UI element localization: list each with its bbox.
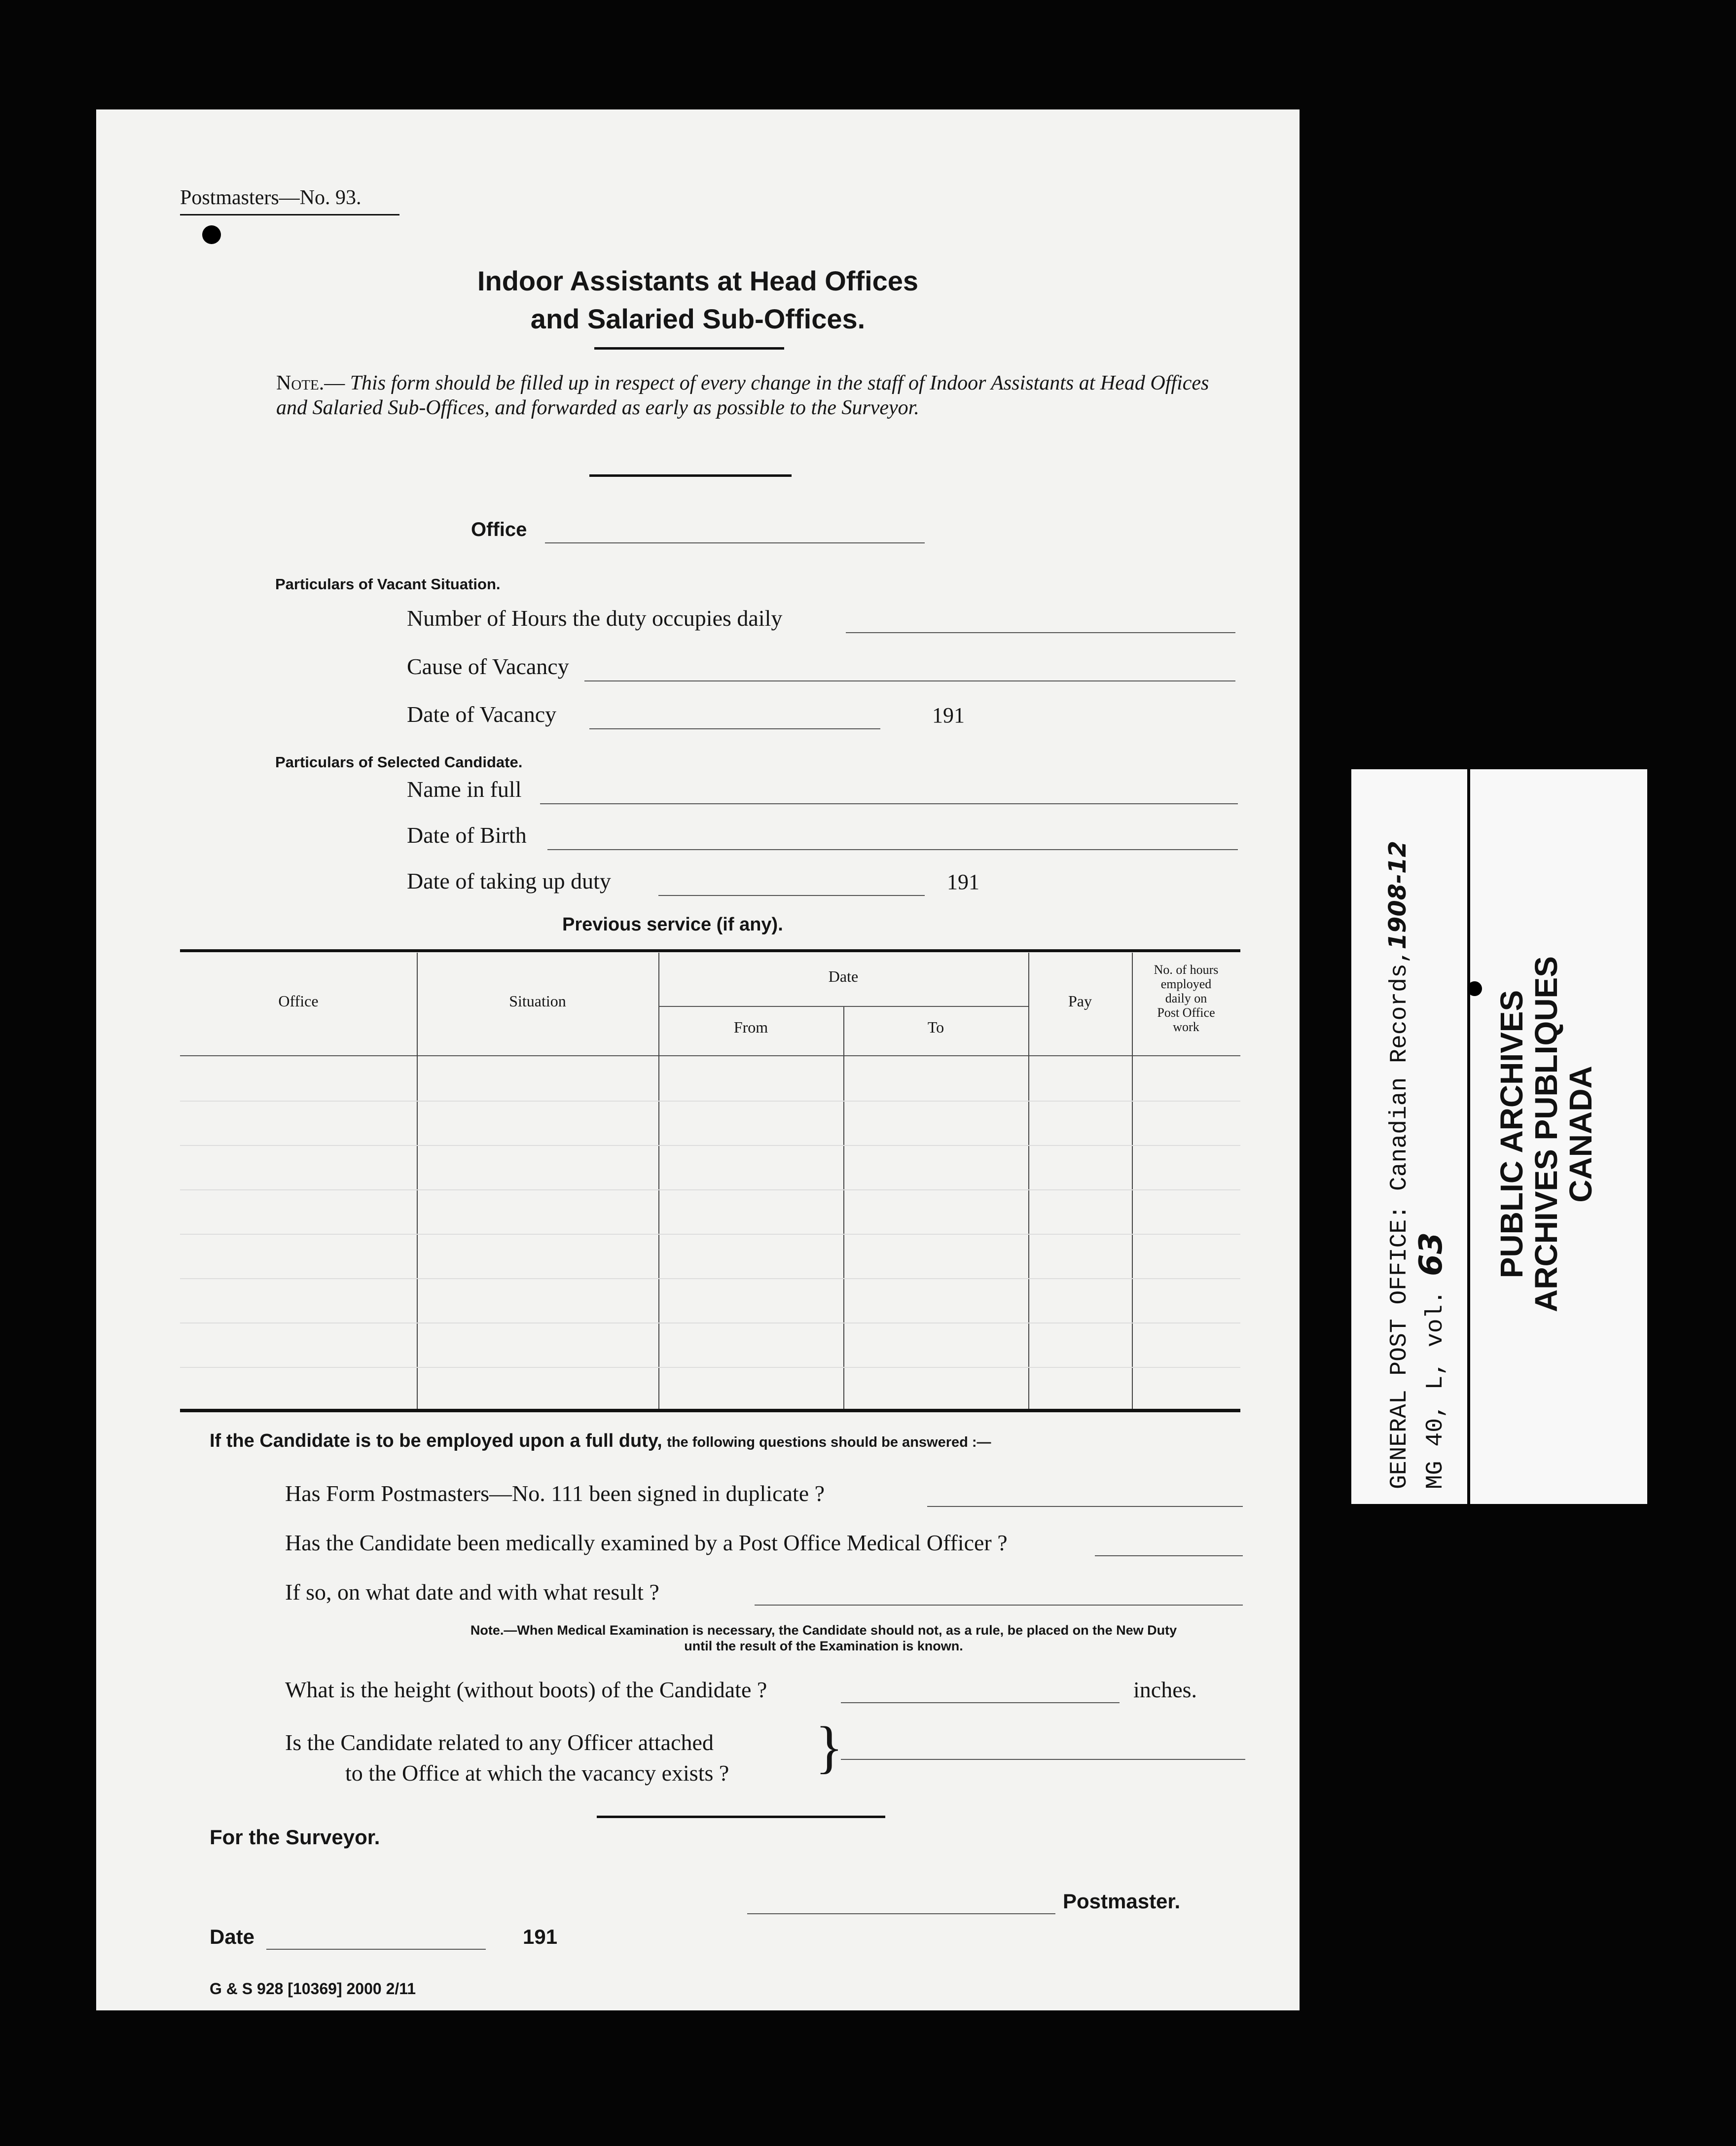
form-number-underline: [180, 214, 399, 215]
catalogue-line-2: [1415, 841, 1451, 1489]
catalogue-text: [1382, 841, 1451, 1489]
office-label: Office: [471, 519, 527, 540]
printer-code: G & S 928 [10369] 2000 2/11: [210, 1980, 416, 1998]
header-hours-line-4: Post Office: [1157, 1005, 1215, 1020]
catalogue-volume: 63: [1413, 1232, 1449, 1276]
date-vacancy-field[interactable]: [589, 728, 880, 729]
archive-stamp-line-2: ARCHIVES PUBLIQUES: [1528, 956, 1564, 1312]
note-rule: [589, 474, 792, 477]
medical-note-line-2: until the result of the Examination is known.: [684, 1639, 963, 1653]
table-writing-line: [180, 1145, 1240, 1146]
birth-label: Date of Birth: [407, 823, 527, 848]
catalogue-series: GENERAL POST OFFICE: Canadian Records,: [1386, 949, 1413, 1489]
office-field[interactable]: [545, 542, 925, 543]
date-vacancy-year: 191: [932, 703, 965, 727]
vacant-situation-heading: Particulars of Vacant Situation.: [275, 575, 501, 593]
cause-field[interactable]: [584, 680, 1235, 681]
medical-note-line-1: Note.—When Medical Examination is necessary, the Candidate should not, as a rule, be placed on the New Duty: [470, 1623, 1177, 1638]
archive-stamp-line-3: CANADA: [1563, 1066, 1598, 1203]
answer-exam-result[interactable]: [755, 1605, 1243, 1606]
archive-stamp: [1494, 947, 1598, 1322]
table-writing-line: [180, 1367, 1240, 1368]
date-vacancy-label: Date of Vacancy: [407, 702, 557, 727]
header-to: To: [927, 1018, 944, 1036]
previous-service-heading: Previous service (if any).: [562, 914, 783, 935]
archive-stamp-line-1: PUBLIC ARCHIVES: [1494, 990, 1529, 1279]
height-unit: inches.: [1133, 1677, 1197, 1702]
table-writing-line: [180, 1101, 1240, 1102]
header-date: Date: [828, 967, 859, 985]
duty-field[interactable]: [658, 895, 925, 896]
name-field[interactable]: [540, 803, 1238, 804]
header-hours-line-1: No. of hours: [1154, 963, 1219, 977]
header-from: From: [733, 1018, 768, 1036]
question-height: What is the height (without boots) of the Candidate ?: [285, 1677, 767, 1702]
note-label: Note.—: [276, 372, 345, 394]
table-writing-line: [180, 1278, 1240, 1279]
answer-medical-exam[interactable]: [1095, 1555, 1243, 1556]
closing-rule: [597, 1816, 885, 1818]
header-hours-line-5: work: [1173, 1020, 1199, 1034]
card-divider: [1467, 769, 1470, 1504]
col-divider-3: [843, 1007, 844, 1409]
question-exam-result: If so, on what date and with what result ?: [285, 1579, 659, 1605]
header-hours-line-3: daily on: [1165, 991, 1207, 1005]
title-rule: [594, 347, 784, 350]
medical-note: [362, 1622, 1285, 1654]
catalogue-line-1: [1382, 841, 1415, 1489]
table-bottom-rule: [180, 1409, 1240, 1412]
header-office: Office: [278, 992, 319, 1010]
question-related-line-1: Is the Candidate related to any Officer attached: [285, 1730, 714, 1755]
postmaster-label: Postmaster.: [1063, 1890, 1181, 1913]
duty-label: Date of taking up duty: [407, 868, 611, 894]
question-form-111: Has Form Postmasters—No. 111 been signed in duplicate ?: [285, 1481, 825, 1506]
full-duty-rest: the following questions should be answered :—: [667, 1434, 991, 1450]
date-label: Date: [210, 1925, 255, 1948]
question-medical-exam: Has the Candidate been medically examined by a Post Office Medical Officer ?: [285, 1530, 1008, 1555]
full-duty-bold: If the Candidate is to be employed upon a full duty,: [210, 1431, 662, 1451]
related-brace: }: [815, 1715, 843, 1779]
form-title-line-2: and Salaried Sub-Offices.: [530, 303, 866, 334]
answer-related[interactable]: [841, 1759, 1245, 1760]
postmaster-signature-field[interactable]: [747, 1913, 1055, 1914]
name-label: Name in full: [407, 777, 522, 802]
header-situation: Situation: [509, 992, 566, 1010]
catalogue-years: 1908-12: [1384, 841, 1411, 950]
table-top-rule: [180, 949, 1240, 952]
hours-label: Number of Hours the duty occupies daily: [407, 606, 783, 631]
table-writing-line: [180, 1189, 1240, 1190]
note-text: This form should be filled up in respect of every change in the staff of Indoor Assistants at Head Offices and Salaried Sub-Offices, and forwarded as early as possible to the Surveyor.: [276, 372, 1209, 419]
header-hours-line-2: employed: [1160, 977, 1212, 991]
full-duty-intro: [210, 1430, 991, 1452]
form-number: Postmasters—No. 93.: [180, 186, 362, 209]
selected-candidate-heading: Particulars of Selected Candidate.: [275, 753, 523, 771]
col-divider-1: [417, 953, 418, 1409]
archive-label-card: [1351, 769, 1647, 1504]
cause-label: Cause of Vacancy: [407, 654, 569, 679]
header-pay: Pay: [1068, 992, 1092, 1010]
form-title-line-1: Indoor Assistants at Head Offices: [477, 265, 919, 296]
birth-field[interactable]: [547, 849, 1238, 850]
question-related-line-2: to the Office at which the vacancy exists ?: [345, 1760, 729, 1786]
form-note: [276, 371, 1243, 420]
header-hours: [1132, 963, 1240, 1034]
answer-height[interactable]: [841, 1702, 1120, 1703]
duty-year: 191: [947, 870, 979, 894]
form-page: [96, 109, 1300, 2010]
ink-blot: [202, 225, 221, 244]
ink-blot: [1467, 981, 1482, 996]
table-writing-line: [180, 1234, 1240, 1235]
date-field[interactable]: [266, 1949, 486, 1950]
catalogue-reference: MG 40, L, vol.: [1422, 1290, 1449, 1489]
table-header-rule: [180, 1055, 1240, 1056]
for-surveyor-label: For the Surveyor.: [210, 1825, 380, 1849]
answer-form-111[interactable]: [927, 1506, 1243, 1507]
col-divider-4: [1028, 953, 1029, 1409]
hours-field[interactable]: [846, 632, 1235, 633]
date-year: 191: [523, 1925, 558, 1948]
